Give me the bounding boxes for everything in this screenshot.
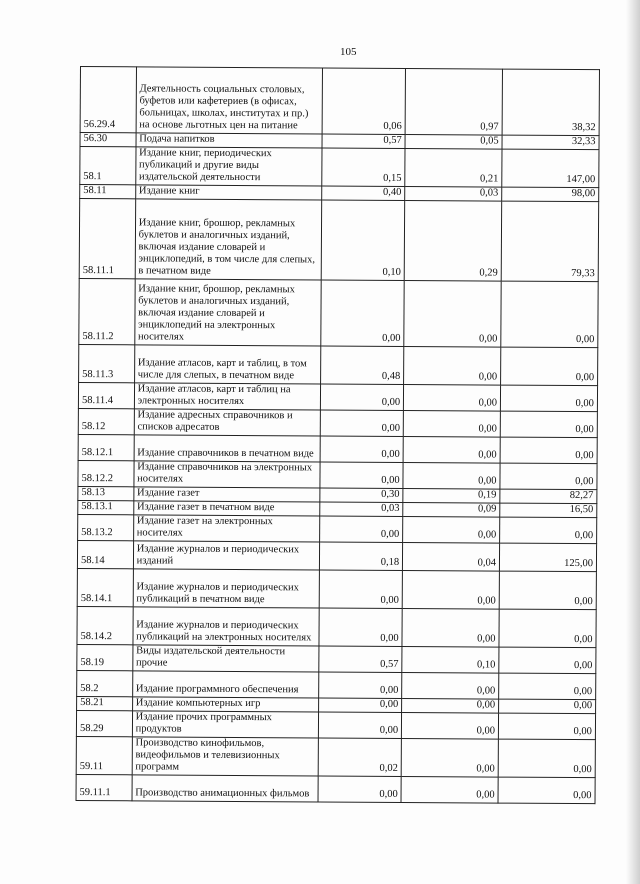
value-col-2-cell: 0,21 xyxy=(405,148,502,187)
activity-table-body xyxy=(76,67,599,804)
value-col-1-cell: 0,48 xyxy=(320,346,404,385)
value-col-1-cell: 0,00 xyxy=(319,516,403,543)
value-col-3-cell: 125,00 xyxy=(499,543,596,572)
value-col-2-cell: 0,05 xyxy=(405,134,502,149)
value-col-2-cell: 0,04 xyxy=(403,542,500,571)
value-col-2-cell: 0,00 xyxy=(404,384,501,411)
okved-code-cell: 58.14.2 xyxy=(77,606,133,644)
activity-name-cell: Подача напитков xyxy=(136,133,322,148)
table-row xyxy=(78,460,597,489)
activity-name-cell: Издание журналов и периодических публикаций в печатном виде xyxy=(133,569,319,608)
okved-code-cell: 58.11.2 xyxy=(79,278,135,344)
value-col-3-cell: 0,00 xyxy=(500,411,597,438)
table-row xyxy=(80,67,599,136)
value-col-2-cell: 0,10 xyxy=(402,646,499,673)
activity-name-cell: Издание прочих программных продуктов xyxy=(132,711,318,738)
value-col-3-cell: 0,00 xyxy=(500,385,597,412)
activity-name-cell: Производство кинофильмов, видеофильмов и телевизионных программ xyxy=(132,737,318,776)
value-col-1-cell: 0,00 xyxy=(318,712,402,739)
okved-code-cell: 58.1 xyxy=(80,147,136,185)
okved-code-cell: 58.11.1 xyxy=(79,199,135,279)
value-col-1-cell: 0,00 xyxy=(320,462,404,489)
value-col-2-cell: 0,00 xyxy=(401,738,498,777)
activity-name-cell: Издание книг xyxy=(135,185,321,200)
value-col-2-cell: 0,19 xyxy=(403,488,500,503)
value-col-2-cell: 0,00 xyxy=(403,516,500,543)
table-row xyxy=(77,540,596,571)
value-col-2-cell: 0,00 xyxy=(402,698,499,713)
value-col-2-cell: 0,03 xyxy=(405,186,502,201)
activity-name-cell: Виды издательской деятельности прочие xyxy=(132,645,318,672)
value-col-1-cell: 0,03 xyxy=(319,502,403,517)
okved-code-cell: 58.21 xyxy=(77,696,133,710)
value-col-3-cell: 0,00 xyxy=(500,517,597,544)
okved-code-cell: 58.11.4 xyxy=(78,382,134,408)
activity-name-cell: Издание газет на электронных носителях xyxy=(133,515,319,542)
value-col-1-cell: 0,00 xyxy=(318,672,402,699)
value-col-1-cell: 0,00 xyxy=(319,570,403,609)
value-col-1-cell: 0,57 xyxy=(322,134,406,149)
okved-code-cell: 58.14.1 xyxy=(77,568,133,606)
okved-code-cell: 58.14 xyxy=(77,540,133,568)
activity-name-cell: Деятельность социальных столовых, буфетов или кафетериев (в офисах, больницах, школах, институтах и пр.) на основе льготных цен на питание xyxy=(136,67,322,134)
value-col-3-cell: 38,32 xyxy=(502,69,599,136)
value-col-3-cell: 0,00 xyxy=(498,739,595,778)
okved-code-cell: 58.11 xyxy=(80,185,136,199)
value-col-3-cell: 82,27 xyxy=(500,489,597,504)
value-col-1-cell: 0,30 xyxy=(319,488,403,503)
activity-name-cell: Издание книг, брошюр, рекламных буклетов и аналогичных изданий, включая издание словарей и энциклопедий на электронных носителях xyxy=(134,279,320,346)
table-row xyxy=(77,670,596,699)
table-row xyxy=(77,606,596,647)
okved-code-cell: 58.12.1 xyxy=(78,434,134,460)
activity-name-cell: Издание газет xyxy=(134,487,320,502)
value-col-3-cell: 98,00 xyxy=(502,187,599,202)
value-col-2-cell: 0,00 xyxy=(402,570,499,609)
okved-code-cell: 58.13.2 xyxy=(78,514,134,540)
value-col-1-cell: 0,00 xyxy=(320,384,404,411)
value-col-3-cell: 32,33 xyxy=(502,135,599,150)
activity-table xyxy=(76,66,600,804)
okved-code-cell: 58.12.2 xyxy=(78,460,134,486)
value-col-1-cell: 0,00 xyxy=(320,280,404,347)
value-col-2-cell: 0,00 xyxy=(402,608,499,647)
okved-code-cell: 56.29.4 xyxy=(80,67,136,133)
activity-name-cell: Издание адресных справочников и списков адресатов xyxy=(134,409,320,436)
table-row xyxy=(78,382,597,411)
okved-code-cell: 58.19 xyxy=(77,644,133,670)
table-row xyxy=(78,434,597,463)
table-row xyxy=(76,710,595,739)
value-col-1-cell: 0,40 xyxy=(321,186,405,201)
value-col-1-cell: 0,10 xyxy=(321,200,405,281)
value-col-1-cell: 0,00 xyxy=(319,608,403,647)
activity-name-cell: Издание справочников в печатном виде xyxy=(134,435,320,462)
okved-code-cell: 58.13 xyxy=(78,486,134,500)
table-row xyxy=(76,774,595,803)
value-col-3-cell: 0,00 xyxy=(501,281,598,348)
value-col-1-cell: 0,00 xyxy=(318,698,402,713)
value-col-3-cell: 147,00 xyxy=(502,149,599,188)
table-row xyxy=(79,199,598,282)
table-row xyxy=(78,408,597,437)
activity-name-cell: Издание книг, брошюр, рекламных буклетов и аналогичных изданий, включая издание словарей и энциклопедий, в том числе для слепых, в печатном виде xyxy=(135,199,321,280)
value-col-1-cell: 0,57 xyxy=(318,646,402,673)
activity-name-cell: Издание книг, периодических публикаций и другие виды издательской деятельности xyxy=(135,147,321,186)
page-number: 105 xyxy=(340,46,357,58)
activity-name-cell: Издание атласов, карт и таблиц, в том числе для слепых, в печатном виде xyxy=(134,345,320,384)
value-col-1-cell: 0,00 xyxy=(320,410,404,437)
value-col-2-cell: 0,09 xyxy=(403,502,500,517)
value-col-3-cell: 0,00 xyxy=(501,347,598,386)
value-col-2-cell: 0,00 xyxy=(403,436,500,463)
table-row xyxy=(77,644,596,673)
value-col-2-cell: 0,00 xyxy=(402,712,499,739)
activity-name-cell: Издание журналов и периодических публикаций на электронных носителях xyxy=(133,607,319,646)
value-col-2-cell: 0,29 xyxy=(404,200,501,281)
value-col-2-cell: 0,00 xyxy=(401,776,498,803)
value-col-3-cell: 79,33 xyxy=(501,201,598,282)
value-col-3-cell: 0,00 xyxy=(498,713,595,740)
activity-name-cell: Издание газет в печатном виде xyxy=(133,501,319,516)
value-col-3-cell: 0,00 xyxy=(500,463,597,490)
okved-code-cell: 59.11 xyxy=(76,736,132,774)
okved-code-cell: 59.11.1 xyxy=(76,774,132,800)
value-col-3-cell: 0,00 xyxy=(499,571,596,610)
value-col-3-cell: 0,00 xyxy=(499,647,596,674)
table-row xyxy=(80,147,599,188)
okved-code-cell: 56.30 xyxy=(80,133,136,147)
activity-name-cell: Издание компьютерных игр xyxy=(132,697,318,712)
value-col-2-cell: 0,00 xyxy=(403,462,500,489)
okved-code-cell: 58.13.1 xyxy=(78,500,134,514)
value-col-3-cell: 0,00 xyxy=(498,777,595,804)
value-col-3-cell: 0,00 xyxy=(499,699,596,714)
okved-code-cell: 58.11.3 xyxy=(79,344,135,382)
scan-edge-shadow xyxy=(626,0,640,884)
value-col-3-cell: 0,00 xyxy=(500,437,597,464)
value-col-1-cell: 0,15 xyxy=(321,148,405,187)
value-col-1-cell: 0,00 xyxy=(318,776,402,803)
okved-code-cell: 58.2 xyxy=(77,670,133,696)
value-col-2-cell: 0,00 xyxy=(404,346,501,385)
activity-name-cell: Производство анимационных фильмов xyxy=(132,775,318,802)
activity-name-cell: Издание программного обеспечения xyxy=(132,671,318,698)
okved-code-cell: 58.12 xyxy=(78,408,134,434)
activity-name-cell: Издание справочников на электронных носителях xyxy=(134,461,320,488)
value-col-2-cell: 0,00 xyxy=(402,672,499,699)
table-row xyxy=(79,278,598,347)
value-col-2-cell: 0,00 xyxy=(403,410,500,437)
value-col-3-cell: 0,00 xyxy=(499,673,596,700)
value-col-2-cell: 0,00 xyxy=(404,280,501,347)
okved-code-cell: 58.29 xyxy=(76,710,132,736)
value-col-2-cell: 0,97 xyxy=(405,68,502,135)
table-row xyxy=(78,514,597,543)
activity-name-cell: Издание атласов, карт и таблиц на электронных носителях xyxy=(134,383,320,410)
value-col-3-cell: 16,50 xyxy=(500,503,597,518)
activity-name-cell: Издание журналов и периодических изданий xyxy=(133,541,319,570)
value-col-1-cell: 0,06 xyxy=(322,68,406,135)
table-row xyxy=(77,568,596,609)
value-col-3-cell: 0,00 xyxy=(499,609,596,648)
table-row xyxy=(79,344,598,385)
value-col-1-cell: 0,18 xyxy=(319,542,403,571)
value-col-1-cell: 0,02 xyxy=(318,738,402,777)
table-row xyxy=(76,736,595,777)
value-col-1-cell: 0,00 xyxy=(320,436,404,463)
